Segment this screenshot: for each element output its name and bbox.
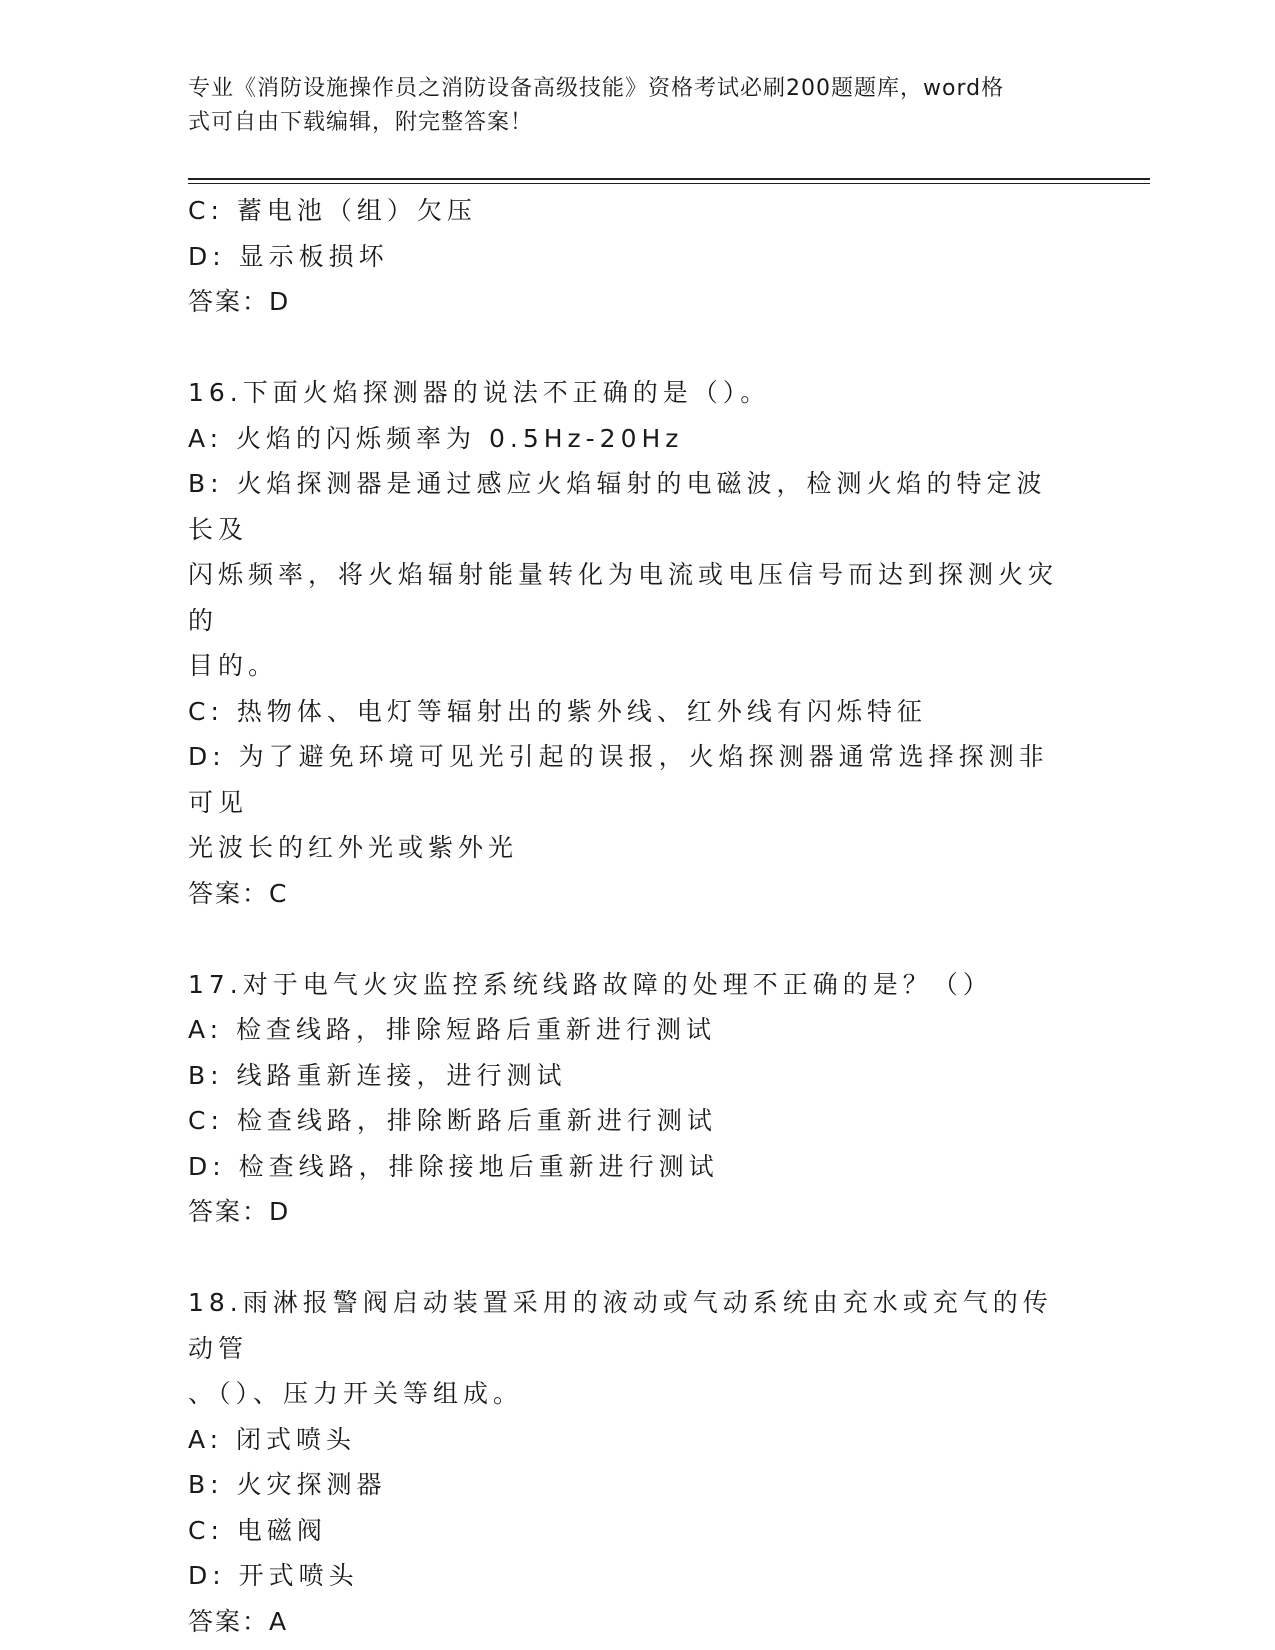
question-15-tail (188, 188, 1068, 325)
option-b: B: 线路重新连接，进行测试 (188, 1060, 567, 1090)
option-a: A: 闭式喷头 (188, 1424, 357, 1454)
option-d-line-2: 光波长的红外光或紫外光 (188, 833, 519, 862)
question-stem-line-2: 、（）、压力开关等组成。 (188, 1379, 524, 1408)
answer: 答案：A (188, 1606, 289, 1636)
option-b-line-3: 目的。 (188, 651, 279, 680)
question-stem: 17.对于电气火灾监控系统线路故障的处理不正确的是？（） (188, 969, 993, 999)
header-line-2: 式可自由下载编辑，附完整答案！ (188, 110, 534, 135)
header-divider-thin (188, 183, 1150, 184)
question-16 (188, 370, 1068, 916)
option-d: D: 开式喷头 (188, 1561, 359, 1590)
spacer (188, 325, 1068, 371)
option-d-line-1: D: 为了避免环境可见光引起的误报，火焰探测器通常选择探测非可见 (188, 742, 1049, 817)
option-a: A: 火焰的闪烁频率为 0.5Hz-20Hz (188, 423, 684, 453)
spacer (188, 1235, 1068, 1281)
question-18 (188, 1280, 1068, 1644)
option-d: D: 检查线路，排除接地后重新进行测试 (188, 1151, 719, 1181)
answer: 答案：D (188, 1197, 291, 1226)
answer: 答案：D (188, 287, 291, 316)
question-stem: 16.下面火焰探测器的说法不正确的是（）。 (188, 378, 771, 407)
document-header (188, 72, 1068, 140)
question-stem-line-1: 18.雨淋报警阀启动装置采用的液动或气动系统由充水或充气的传动管 (188, 1288, 1053, 1363)
question-list (188, 188, 1068, 1644)
option-b-line-2: 闪烁频率，将火焰辐射能量转化为电流或电压信号而达到探测火灾的 (188, 560, 1059, 635)
option-c: C: 检查线路，排除断路后重新进行测试 (188, 1106, 717, 1135)
option-c: C: 蓄电池（组）欠压 (188, 196, 477, 225)
option-a: A: 检查线路，排除短路后重新进行测试 (188, 1015, 717, 1044)
header-line-1: 专业《消防设施操作员之消防设备高级技能》资格考试必刷200题题库，word格 (188, 76, 1005, 101)
question-17 (188, 962, 1068, 1235)
option-b: B: 火灾探测器 (188, 1470, 387, 1499)
option-c: C: 热物体、电灯等辐射出的紫外线、红外线有闪烁特征 (188, 696, 927, 726)
spacer (188, 916, 1068, 962)
option-c: C: 电磁阀 (188, 1515, 327, 1545)
header-divider-thick (188, 178, 1150, 180)
option-b-line-1: B: 火焰探测器是通过感应火焰辐射的电磁波，检测火焰的特定波长及 (188, 469, 1047, 544)
answer: 答案：C (188, 878, 289, 908)
option-d: D: 显示板损坏 (188, 241, 389, 271)
